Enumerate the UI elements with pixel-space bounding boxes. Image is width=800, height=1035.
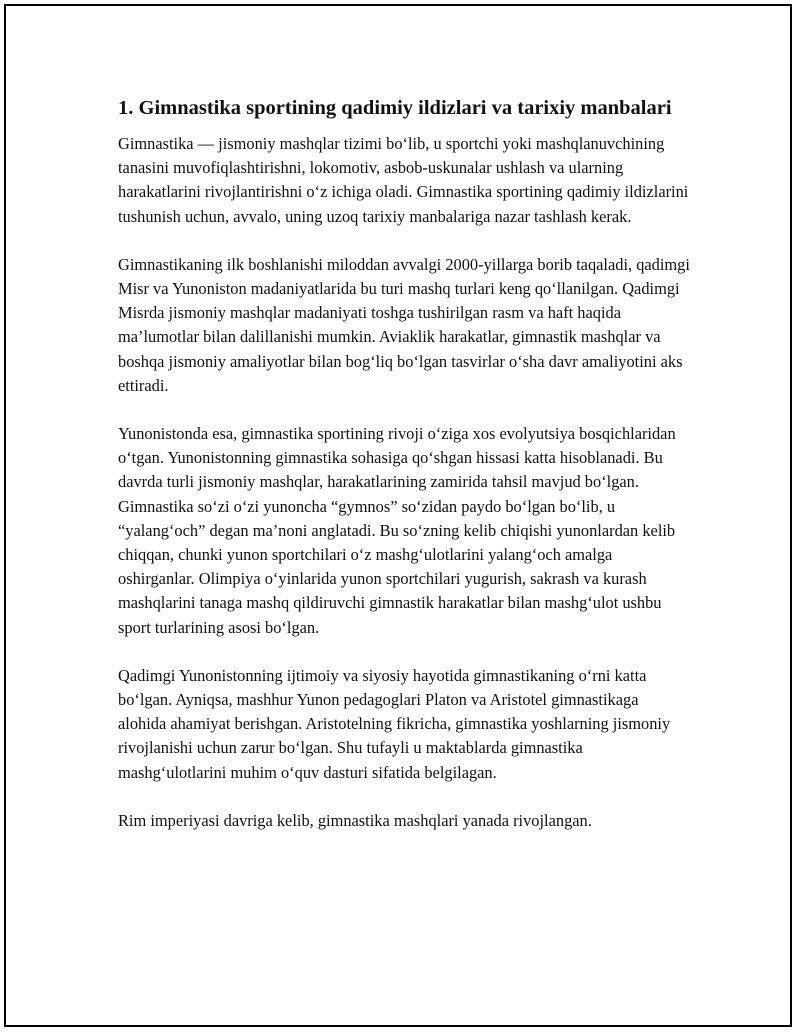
paragraph-5: Rim imperiyasi davriga kelib, gimnastika mashqlari yanada rivojlangan. <box>118 810 592 830</box>
paragraph-3: Yunonistonda esa, gimnastika sportining rivoji o‘ziga xos evolyutsiya bosqichlaridan o‘tgan. Yunonistonning gimnastika sohasiga qo‘shgan hissasi katta hisoblanadi. Bu davrda turli jismoniy mashqlar, harakatlarining zamirida tahsil mavjud bo‘lgan. Gimnastika so‘zi o‘zi yunoncha “gymnos” so‘zidan paydo bo‘lgan bo‘lib, u “yalang‘och” degan ma’noni anglatadi. Bu so‘zning kelib chiqishi yunonlardan kelib chiqqan, chunki yunon sportchilari o‘z mashg‘ulotlarini yalang‘och amalga oshirganlar. Olimpiya o‘yinlarida yunon sportchilari yugurish, sakrash va kurash mashqlarini tanaga mashq qildiruvchi gimnastik harakatlar bilan mashg‘ulot ushbu sport turlarining asosi bo‘lgan. <box>118 424 676 637</box>
paragraph-4: Qadimgi Yunonistonning ijtimoiy va siyosiy hayotida gimnastikaning o‘rni katta bo‘lgan. Ayniqsa, mashhur Yunon pedagoglari Platon va Aristotel gimnastikaga alohida ahamiyat berishgan. Aristotelning fikricha, gimnastika yoshlarning jismoniy rivojlanishi uchun zarur bo‘lgan. Shu tufayli u maktablarda gimnastika mashg‘ulotlarini muhim o‘quv dasturi sifatida belgilagan. <box>118 665 671 782</box>
paragraph-2: Gimnastikaning ilk boshlanishi miloddan avvalgi 2000-yillarga borib taqaladi, qadimgi Misr va Yunoniston madaniyatlarida bu turi mashq turlari keng qo‘llanilgan. Qadimgi Misrda jismoniy mashqlar madaniyati toshga tushirilgan rasm va haft haqida ma’lumotlar bilan dalillanishi mumkin. Aviaklik harakatlar, gimnastik mashqlar va boshqa jismoniy amaliyotlar bilan bog‘liq bo‘lgan tasvirlar o‘sha davr amaliyotini aks ettiradi. <box>118 254 690 395</box>
document-body <box>118 95 690 857</box>
section-heading: 1. Gimnastika sportining qadimiy ildizlari va tarixiy manbalari <box>118 97 672 119</box>
paragraph-1: Gimnastika — jismoniy mashqlar tizimi bo‘lib, u sportchi yoki mashqlanuvchining tanasini muvofiqlashtirishni, lokomotiv, asbob-uskunalar ushlash va ularning harakatlarini rivojlantirishni o‘z ichiga oladi. Gimnastika sportining qadimiy ildizlarini tushunish uchun, avvalo, uning uzoq tarixiy manbalariga nazar tashlash kerak. <box>118 134 689 226</box>
